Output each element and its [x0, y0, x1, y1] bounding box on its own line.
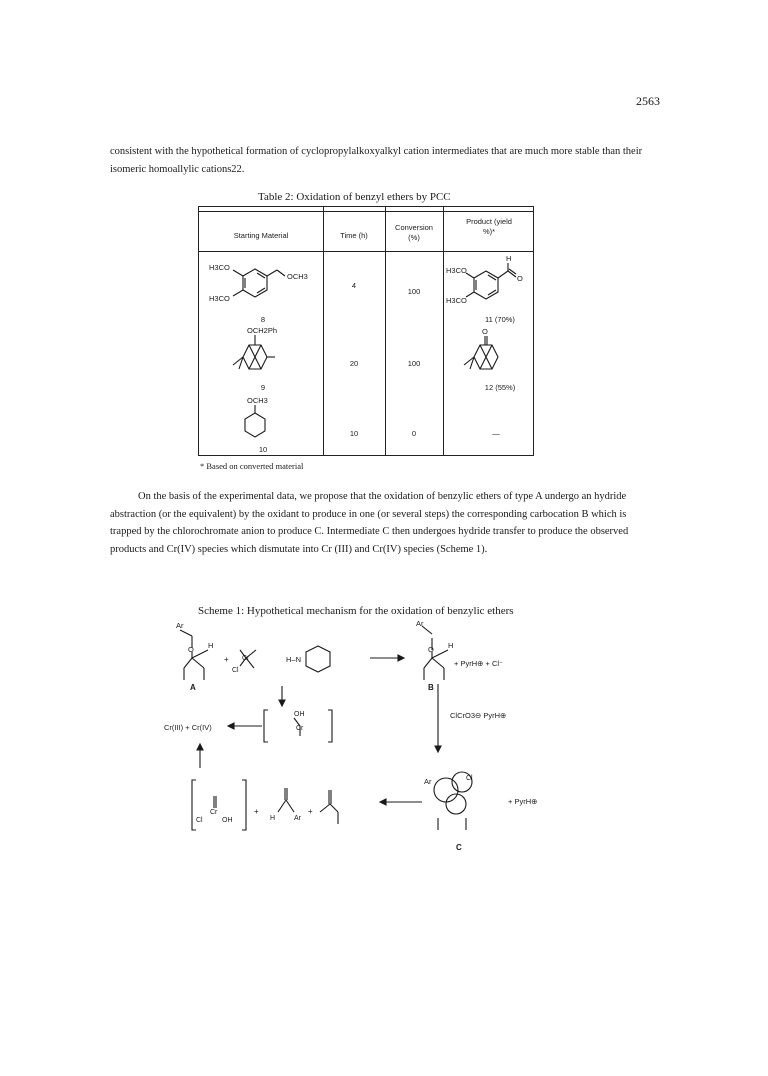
scheme-c-pyrh: + PyrH⊕ — [508, 797, 538, 806]
row-9-compound-label: 9 — [260, 383, 266, 392]
structure-compound-12 — [444, 329, 534, 385]
header-conversion: Conversion (%) — [395, 223, 433, 242]
scheme-plus-3: + — [308, 807, 313, 816]
sm8-label-och3: OCH3 — [287, 272, 308, 281]
scheme-a-ar: Ar — [176, 621, 184, 630]
data-table — [198, 206, 534, 456]
scheme-c-ar: Ar — [424, 777, 432, 786]
scheme-plus-2: + — [254, 807, 259, 816]
scheme-ald-ar: Ar — [294, 815, 301, 822]
row-10-time: 10 — [349, 429, 359, 438]
row-8-conversion: 100 — [407, 287, 421, 296]
paragraph-mechanism-text: On the basis of the experimental data, we propose that the oxidation of benzylic ethers of type A undergo an hydride abstraction (or the equivalent) by the oxidant to produce in one (or several steps) the corresponding carbocation B which is trapped by the chlorochromate anion to produce C. Intermediate C then undergoes hydride transfer to produce the observed products and Cr(IV) species which dismutate into Cr (III) and Cr(IV) species (Scheme 1). — [110, 491, 629, 555]
scheme-c-cl: Cl — [466, 775, 473, 782]
scheme-pcc-cl: Cl — [232, 667, 239, 674]
structure-compound-9 — [199, 327, 323, 385]
structure-compound-11 — [444, 255, 534, 317]
p11-label-methoxy-top: H3CO — [446, 266, 467, 275]
scheme-hn: H–N — [286, 655, 302, 664]
row-9-time: 20 — [349, 359, 359, 368]
scheme-pcc-cr: Cr — [242, 655, 250, 662]
scheme-caption: Scheme 1: Hypothetical mechanism for the oxidation of benzylic ethers — [198, 605, 514, 617]
scheme-cr-species: Cr(III) + Cr(IV) — [164, 723, 212, 732]
scheme-prod-cr: Cr — [210, 809, 218, 816]
scheme-prod-oh: OH — [222, 817, 233, 824]
sm8-label-methoxy-bottom: H3CO — [209, 294, 230, 303]
scheme-clcro3-pyrh: ClCrO3⊖ PyrH⊕ — [450, 711, 507, 720]
p11-label-methoxy-bottom: H3CO — [446, 296, 467, 305]
scheme-a-o: O — [188, 645, 194, 654]
scheme-diagram — [164, 618, 590, 858]
row-10-product-label: — — [492, 429, 500, 438]
row-8-product-label: 11 (70%) — [485, 315, 515, 324]
scheme-b-pyrh-cl: + PyrH⊕ + Cl⁻ — [454, 659, 504, 668]
scheme-bracket-oh: OH — [294, 711, 305, 718]
scheme-b-o: O — [428, 645, 434, 654]
page-number: 2563 — [636, 94, 660, 108]
row-10-conversion: 0 — [411, 429, 417, 438]
p11-label-h: H — [506, 254, 512, 263]
structure-compound-10 — [199, 397, 323, 443]
sm8-label-methoxy-top: H3CO — [209, 263, 230, 272]
header-product: Product (yield %)* — [466, 217, 512, 236]
sm9-label-och2ph: OCH2Ph — [247, 326, 278, 335]
row-8-compound-label: 8 — [260, 315, 266, 324]
table-footnote: * Based on converted material — [200, 461, 304, 471]
scheme-prod-cl: Cl — [196, 817, 203, 824]
scheme-b-h: H — [448, 641, 454, 650]
row-10-compound-label: 10 — [258, 445, 268, 454]
p11-label-o: O — [517, 274, 523, 283]
scheme-c-label: C — [456, 843, 462, 852]
paragraph-intro: consistent with the hypothetical formation of cyclopropylalkoxyalkyl cation intermediates that are much more stable than their isomeric homoallylic cations22. — [110, 146, 643, 175]
scheme-bracket-cr: Cr — [296, 725, 304, 732]
row-9-product-label: 12 (55%) — [484, 383, 516, 392]
header-starting-material: Starting Material — [233, 231, 289, 240]
row-9-conversion: 100 — [407, 359, 421, 368]
scheme-ald-h: H — [270, 815, 276, 822]
paragraph-mechanism — [110, 488, 650, 558]
scheme-b-label: B — [428, 683, 434, 692]
row-8-time: 4 — [351, 281, 357, 290]
header-time: Time (h) — [340, 231, 368, 240]
scheme-a-label: A — [190, 683, 196, 692]
scheme-b-ar: Ar — [416, 619, 424, 628]
structure-compound-8 — [199, 255, 323, 317]
sm10-label-och3: OCH3 — [247, 396, 268, 405]
p12-label-o: O — [482, 327, 488, 336]
table-caption: Table 2: Oxidation of benzyl ethers by PCC — [258, 191, 451, 203]
scheme-a-h: H — [208, 641, 214, 650]
scheme-plus-1: + — [224, 655, 229, 664]
